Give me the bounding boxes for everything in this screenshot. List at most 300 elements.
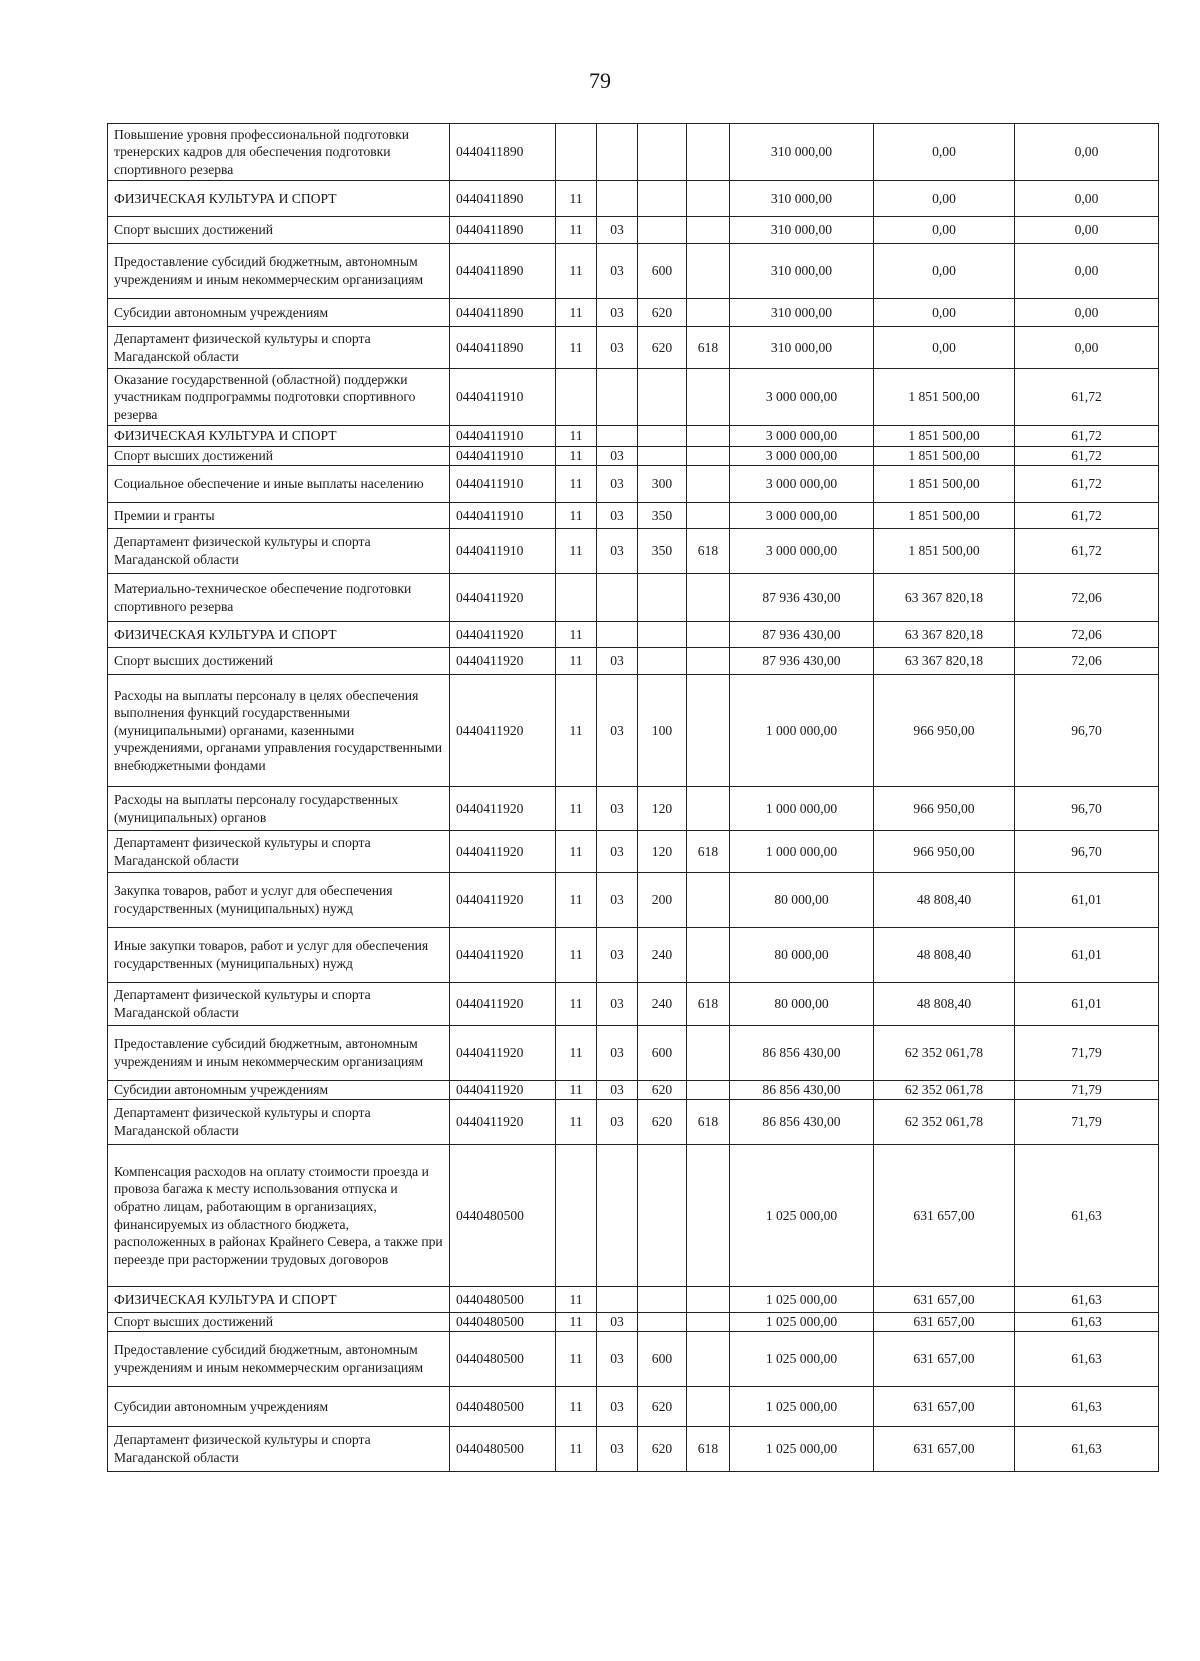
executed-amount-cell: 1 851 500,00	[874, 503, 1015, 529]
section-cell: 11	[556, 1387, 597, 1427]
subsection-cell	[597, 622, 638, 648]
administrator-cell	[687, 447, 730, 466]
administrator-cell: 618	[687, 529, 730, 574]
subsection-cell: 03	[597, 1026, 638, 1081]
section-cell: 11	[556, 983, 597, 1026]
executed-amount-cell: 966 950,00	[874, 787, 1015, 831]
subsection-cell: 03	[597, 648, 638, 675]
planned-amount-cell: 87 936 430,00	[730, 574, 874, 622]
percent-cell: 0,00	[1015, 244, 1159, 299]
table-row	[108, 1287, 1159, 1313]
percent-cell: 72,06	[1015, 648, 1159, 675]
administrator-cell	[687, 369, 730, 426]
executed-amount-cell: 631 657,00	[874, 1387, 1015, 1427]
percent-cell: 0,00	[1015, 299, 1159, 327]
row-name-cell: Департамент физической культуры и спорта Магаданской области	[108, 1427, 450, 1472]
table-row	[108, 787, 1159, 831]
subsection-cell: 03	[597, 1387, 638, 1427]
target-article-cell: 0440411890	[450, 181, 556, 217]
table-row	[108, 529, 1159, 574]
expense-type-cell: 120	[638, 787, 687, 831]
executed-amount-cell: 1 851 500,00	[874, 466, 1015, 503]
page-number: 79	[589, 68, 611, 93]
section-cell	[556, 1145, 597, 1287]
administrator-cell	[687, 675, 730, 787]
section-cell: 11	[556, 1100, 597, 1145]
target-article-cell: 0440411910	[450, 466, 556, 503]
table-row	[108, 181, 1159, 217]
percent-cell: 61,01	[1015, 983, 1159, 1026]
planned-amount-cell: 1 025 000,00	[730, 1145, 874, 1287]
row-name-cell: Департамент физической культуры и спорта Магаданской области	[108, 327, 450, 369]
percent-cell: 96,70	[1015, 787, 1159, 831]
planned-amount-cell: 3 000 000,00	[730, 466, 874, 503]
expense-type-cell	[638, 369, 687, 426]
percent-cell: 61,63	[1015, 1332, 1159, 1387]
row-name-cell: Материально-техническое обеспечение подготовки спортивного резерва	[108, 574, 450, 622]
expense-type-cell: 240	[638, 928, 687, 983]
table-row	[108, 1081, 1159, 1100]
expense-type-cell	[638, 426, 687, 447]
executed-amount-cell: 1 851 500,00	[874, 426, 1015, 447]
expense-type-cell	[638, 1313, 687, 1332]
executed-amount-cell: 631 657,00	[874, 1313, 1015, 1332]
section-cell	[556, 124, 597, 181]
executed-amount-cell: 631 657,00	[874, 1427, 1015, 1472]
percent-cell: 96,70	[1015, 675, 1159, 787]
expense-type-cell	[638, 1145, 687, 1287]
executed-amount-cell: 63 367 820,18	[874, 574, 1015, 622]
row-name-cell: Премии и гранты	[108, 503, 450, 529]
row-name-cell: Повышение уровня профессиональной подготовки тренерских кадров для обеспечения подготовки спортивного резерва	[108, 124, 450, 181]
target-article-cell: 0440480500	[450, 1287, 556, 1313]
planned-amount-cell: 1 000 000,00	[730, 787, 874, 831]
table-row	[108, 1332, 1159, 1387]
administrator-cell: 618	[687, 1427, 730, 1472]
administrator-cell	[687, 1313, 730, 1332]
table-row	[108, 622, 1159, 648]
administrator-cell	[687, 1387, 730, 1427]
expense-type-cell	[638, 622, 687, 648]
expense-type-cell: 200	[638, 873, 687, 928]
table-row	[108, 1145, 1159, 1287]
target-article-cell: 0440411910	[450, 529, 556, 574]
expense-type-cell	[638, 648, 687, 675]
table-row	[108, 369, 1159, 426]
target-article-cell: 0440411920	[450, 1026, 556, 1081]
table-row	[108, 873, 1159, 928]
section-cell: 11	[556, 1081, 597, 1100]
percent-cell: 72,06	[1015, 574, 1159, 622]
target-article-cell: 0440411890	[450, 244, 556, 299]
section-cell: 11	[556, 1026, 597, 1081]
administrator-cell	[687, 217, 730, 244]
expense-type-cell: 240	[638, 983, 687, 1026]
executed-amount-cell: 631 657,00	[874, 1332, 1015, 1387]
target-article-cell: 0440411910	[450, 503, 556, 529]
administrator-cell	[687, 873, 730, 928]
table-row	[108, 503, 1159, 529]
percent-cell: 61,63	[1015, 1145, 1159, 1287]
executed-amount-cell: 1 851 500,00	[874, 447, 1015, 466]
row-name-cell: Субсидии автономным учреждениям	[108, 1081, 450, 1100]
executed-amount-cell: 0,00	[874, 327, 1015, 369]
percent-cell: 61,72	[1015, 447, 1159, 466]
planned-amount-cell: 310 000,00	[730, 244, 874, 299]
target-article-cell: 0440411890	[450, 124, 556, 181]
executed-amount-cell: 966 950,00	[874, 831, 1015, 873]
subsection-cell: 03	[597, 1100, 638, 1145]
percent-cell: 61,63	[1015, 1387, 1159, 1427]
subsection-cell	[597, 181, 638, 217]
section-cell	[556, 369, 597, 426]
planned-amount-cell: 87 936 430,00	[730, 648, 874, 675]
section-cell: 11	[556, 327, 597, 369]
target-article-cell: 0440411920	[450, 983, 556, 1026]
planned-amount-cell: 1 025 000,00	[730, 1287, 874, 1313]
section-cell: 11	[556, 831, 597, 873]
table-row	[108, 1026, 1159, 1081]
planned-amount-cell: 310 000,00	[730, 124, 874, 181]
row-name-cell: Спорт высших достижений	[108, 217, 450, 244]
planned-amount-cell: 310 000,00	[730, 181, 874, 217]
section-cell: 11	[556, 928, 597, 983]
subsection-cell: 03	[597, 447, 638, 466]
percent-cell: 61,72	[1015, 369, 1159, 426]
target-article-cell: 0440411920	[450, 787, 556, 831]
percent-cell: 0,00	[1015, 181, 1159, 217]
percent-cell: 96,70	[1015, 831, 1159, 873]
subsection-cell	[597, 1145, 638, 1287]
subsection-cell: 03	[597, 244, 638, 299]
target-article-cell: 0440411890	[450, 299, 556, 327]
percent-cell: 61,63	[1015, 1313, 1159, 1332]
planned-amount-cell: 3 000 000,00	[730, 447, 874, 466]
expense-type-cell	[638, 1287, 687, 1313]
expense-type-cell: 120	[638, 831, 687, 873]
percent-cell: 61,72	[1015, 466, 1159, 503]
subsection-cell	[597, 574, 638, 622]
section-cell: 11	[556, 426, 597, 447]
section-cell: 11	[556, 503, 597, 529]
table-row	[108, 426, 1159, 447]
executed-amount-cell: 63 367 820,18	[874, 648, 1015, 675]
subsection-cell: 03	[597, 1332, 638, 1387]
planned-amount-cell: 1 000 000,00	[730, 675, 874, 787]
subsection-cell: 03	[597, 873, 638, 928]
percent-cell: 0,00	[1015, 327, 1159, 369]
row-name-cell: ФИЗИЧЕСКАЯ КУЛЬТУРА И СПОРТ	[108, 1287, 450, 1313]
row-name-cell: Спорт высших достижений	[108, 1313, 450, 1332]
row-name-cell: Закупка товаров, работ и услуг для обеспечения государственных (муниципальных) нужд	[108, 873, 450, 928]
percent-cell: 0,00	[1015, 124, 1159, 181]
target-article-cell: 0440411920	[450, 574, 556, 622]
subsection-cell: 03	[597, 299, 638, 327]
row-name-cell: Департамент физической культуры и спорта Магаданской области	[108, 529, 450, 574]
target-article-cell: 0440411910	[450, 426, 556, 447]
row-name-cell: Предоставление субсидий бюджетным, автономным учреждениям и иным некоммерческим организациям	[108, 1332, 450, 1387]
percent-cell: 71,79	[1015, 1081, 1159, 1100]
planned-amount-cell: 1 025 000,00	[730, 1313, 874, 1332]
table-row	[108, 574, 1159, 622]
executed-amount-cell: 966 950,00	[874, 675, 1015, 787]
table-row	[108, 327, 1159, 369]
planned-amount-cell: 1 025 000,00	[730, 1427, 874, 1472]
percent-cell: 72,06	[1015, 622, 1159, 648]
table-row	[108, 299, 1159, 327]
row-name-cell: Социальное обеспечение и иные выплаты населению	[108, 466, 450, 503]
expense-type-cell: 620	[638, 299, 687, 327]
row-name-cell: Компенсация расходов на оплату стоимости проезда и провоза багажа к месту использования отпуска и обратно лицам, работающим в организациях, финансируемых из областного бюджета, расположенных в районах Крайнего Севера, а также при переезде при расторжении трудовых договоров	[108, 1145, 450, 1287]
target-article-cell: 0440480500	[450, 1387, 556, 1427]
row-name-cell: Субсидии автономным учреждениям	[108, 299, 450, 327]
expense-type-cell: 620	[638, 1427, 687, 1472]
section-cell: 11	[556, 1287, 597, 1313]
expense-type-cell: 600	[638, 1026, 687, 1081]
section-cell: 11	[556, 675, 597, 787]
subsection-cell: 03	[597, 1427, 638, 1472]
executed-amount-cell: 0,00	[874, 217, 1015, 244]
executed-amount-cell: 62 352 061,78	[874, 1100, 1015, 1145]
executed-amount-cell: 1 851 500,00	[874, 369, 1015, 426]
administrator-cell	[687, 1081, 730, 1100]
subsection-cell	[597, 369, 638, 426]
target-article-cell: 0440411910	[450, 369, 556, 426]
table-row	[108, 124, 1159, 181]
planned-amount-cell: 80 000,00	[730, 928, 874, 983]
planned-amount-cell: 80 000,00	[730, 983, 874, 1026]
administrator-cell	[687, 1332, 730, 1387]
percent-cell: 71,79	[1015, 1026, 1159, 1081]
planned-amount-cell: 3 000 000,00	[730, 529, 874, 574]
section-cell: 11	[556, 622, 597, 648]
planned-amount-cell: 1 025 000,00	[730, 1387, 874, 1427]
expense-type-cell: 620	[638, 327, 687, 369]
row-name-cell: Расходы на выплаты персоналу государственных (муниципальных) органов	[108, 787, 450, 831]
table-row	[108, 1427, 1159, 1472]
executed-amount-cell: 631 657,00	[874, 1145, 1015, 1287]
target-article-cell: 0440411920	[450, 1081, 556, 1100]
executed-amount-cell: 48 808,40	[874, 928, 1015, 983]
table-row	[108, 1100, 1159, 1145]
row-name-cell: Предоставление субсидий бюджетным, автономным учреждениям и иным некоммерческим организациям	[108, 1026, 450, 1081]
planned-amount-cell: 3 000 000,00	[730, 369, 874, 426]
executed-amount-cell: 1 851 500,00	[874, 529, 1015, 574]
row-name-cell: ФИЗИЧЕСКАЯ КУЛЬТУРА И СПОРТ	[108, 181, 450, 217]
administrator-cell: 618	[687, 983, 730, 1026]
target-article-cell: 0440411920	[450, 873, 556, 928]
target-article-cell: 0440480500	[450, 1313, 556, 1332]
section-cell: 11	[556, 873, 597, 928]
subsection-cell: 03	[597, 529, 638, 574]
subsection-cell: 03	[597, 217, 638, 244]
percent-cell: 61,01	[1015, 873, 1159, 928]
target-article-cell: 0440411890	[450, 327, 556, 369]
table-row	[108, 217, 1159, 244]
percent-cell: 71,79	[1015, 1100, 1159, 1145]
row-name-cell: Департамент физической культуры и спорта Магаданской области	[108, 983, 450, 1026]
table-row	[108, 1387, 1159, 1427]
percent-cell: 61,63	[1015, 1427, 1159, 1472]
section-cell: 11	[556, 244, 597, 299]
expense-type-cell	[638, 217, 687, 244]
administrator-cell	[687, 1026, 730, 1081]
row-name-cell: Оказание государственной (областной) поддержки участникам подпрограммы подготовки спортивного резерва	[108, 369, 450, 426]
target-article-cell: 0440411920	[450, 1100, 556, 1145]
expense-type-cell	[638, 124, 687, 181]
expense-type-cell: 620	[638, 1100, 687, 1145]
section-cell: 11	[556, 1332, 597, 1387]
row-name-cell: Спорт высших достижений	[108, 447, 450, 466]
administrator-cell	[687, 124, 730, 181]
table-row	[108, 466, 1159, 503]
executed-amount-cell: 0,00	[874, 299, 1015, 327]
row-name-cell: Субсидии автономным учреждениям	[108, 1387, 450, 1427]
subsection-cell: 03	[597, 327, 638, 369]
administrator-cell	[687, 181, 730, 217]
subsection-cell: 03	[597, 983, 638, 1026]
section-cell: 11	[556, 787, 597, 831]
subsection-cell: 03	[597, 787, 638, 831]
target-article-cell: 0440480500	[450, 1427, 556, 1472]
expense-type-cell: 100	[638, 675, 687, 787]
section-cell: 11	[556, 529, 597, 574]
administrator-cell: 618	[687, 1100, 730, 1145]
target-article-cell: 0440411920	[450, 622, 556, 648]
administrator-cell	[687, 574, 730, 622]
table-row	[108, 983, 1159, 1026]
percent-cell: 61,72	[1015, 529, 1159, 574]
row-name-cell: Департамент физической культуры и спорта Магаданской области	[108, 1100, 450, 1145]
expense-type-cell	[638, 574, 687, 622]
executed-amount-cell: 62 352 061,78	[874, 1081, 1015, 1100]
planned-amount-cell: 310 000,00	[730, 217, 874, 244]
administrator-cell	[687, 787, 730, 831]
planned-amount-cell: 310 000,00	[730, 299, 874, 327]
table-row	[108, 447, 1159, 466]
administrator-cell: 618	[687, 327, 730, 369]
subsection-cell: 03	[597, 503, 638, 529]
planned-amount-cell: 86 856 430,00	[730, 1081, 874, 1100]
target-article-cell: 0440411920	[450, 928, 556, 983]
section-cell: 11	[556, 217, 597, 244]
section-cell: 11	[556, 181, 597, 217]
planned-amount-cell: 3 000 000,00	[730, 426, 874, 447]
section-cell: 11	[556, 1427, 597, 1472]
executed-amount-cell: 0,00	[874, 124, 1015, 181]
planned-amount-cell: 87 936 430,00	[730, 622, 874, 648]
planned-amount-cell: 1 000 000,00	[730, 831, 874, 873]
percent-cell: 61,72	[1015, 426, 1159, 447]
row-name-cell: ФИЗИЧЕСКАЯ КУЛЬТУРА И СПОРТ	[108, 622, 450, 648]
planned-amount-cell: 86 856 430,00	[730, 1100, 874, 1145]
row-name-cell: Департамент физической культуры и спорта Магаданской области	[108, 831, 450, 873]
percent-cell: 0,00	[1015, 217, 1159, 244]
section-cell: 11	[556, 466, 597, 503]
expense-type-cell: 350	[638, 503, 687, 529]
subsection-cell	[597, 124, 638, 181]
table-row	[108, 1313, 1159, 1332]
subsection-cell: 03	[597, 675, 638, 787]
target-article-cell: 0440480500	[450, 1332, 556, 1387]
subsection-cell: 03	[597, 1081, 638, 1100]
executed-amount-cell: 0,00	[874, 244, 1015, 299]
row-name-cell: Спорт высших достижений	[108, 648, 450, 675]
section-cell: 11	[556, 648, 597, 675]
planned-amount-cell: 80 000,00	[730, 873, 874, 928]
expense-type-cell: 600	[638, 244, 687, 299]
administrator-cell	[687, 1287, 730, 1313]
row-name-cell: Предоставление субсидий бюджетным, автономным учреждениям и иным некоммерческим организациям	[108, 244, 450, 299]
target-article-cell: 0440411920	[450, 831, 556, 873]
administrator-cell	[687, 648, 730, 675]
executed-amount-cell: 62 352 061,78	[874, 1026, 1015, 1081]
subsection-cell: 03	[597, 466, 638, 503]
table-row	[108, 831, 1159, 873]
planned-amount-cell: 3 000 000,00	[730, 503, 874, 529]
administrator-cell	[687, 244, 730, 299]
expense-type-cell	[638, 181, 687, 217]
table-row	[108, 675, 1159, 787]
target-article-cell: 0440411920	[450, 675, 556, 787]
expense-type-cell: 620	[638, 1387, 687, 1427]
percent-cell: 61,63	[1015, 1287, 1159, 1313]
administrator-cell	[687, 466, 730, 503]
administrator-cell	[687, 1145, 730, 1287]
target-article-cell: 0440411910	[450, 447, 556, 466]
executed-amount-cell: 0,00	[874, 181, 1015, 217]
expense-type-cell: 600	[638, 1332, 687, 1387]
table-row	[108, 928, 1159, 983]
table-row	[108, 648, 1159, 675]
row-name-cell: ФИЗИЧЕСКАЯ КУЛЬТУРА И СПОРТ	[108, 426, 450, 447]
administrator-cell	[687, 299, 730, 327]
subsection-cell	[597, 426, 638, 447]
expense-type-cell	[638, 447, 687, 466]
section-cell: 11	[556, 299, 597, 327]
executed-amount-cell: 631 657,00	[874, 1287, 1015, 1313]
table-body	[108, 124, 1159, 1472]
section-cell: 11	[556, 447, 597, 466]
budget-table	[107, 123, 1159, 1472]
administrator-cell	[687, 928, 730, 983]
target-article-cell: 0440411890	[450, 217, 556, 244]
section-cell	[556, 574, 597, 622]
section-cell: 11	[556, 1313, 597, 1332]
percent-cell: 61,01	[1015, 928, 1159, 983]
percent-cell: 61,72	[1015, 503, 1159, 529]
executed-amount-cell: 63 367 820,18	[874, 622, 1015, 648]
executed-amount-cell: 48 808,40	[874, 873, 1015, 928]
expense-type-cell: 620	[638, 1081, 687, 1100]
expense-type-cell: 300	[638, 466, 687, 503]
subsection-cell	[597, 1287, 638, 1313]
planned-amount-cell: 86 856 430,00	[730, 1026, 874, 1081]
executed-amount-cell: 48 808,40	[874, 983, 1015, 1026]
subsection-cell: 03	[597, 1313, 638, 1332]
table-row	[108, 244, 1159, 299]
subsection-cell: 03	[597, 928, 638, 983]
target-article-cell: 0440411920	[450, 648, 556, 675]
target-article-cell: 0440480500	[450, 1145, 556, 1287]
row-name-cell: Расходы на выплаты персоналу в целях обеспечения выполнения функций государственными (муниципальными) органами, казенными учреждениями, органами управления государственными внебюджетными фондами	[108, 675, 450, 787]
administrator-cell: 618	[687, 831, 730, 873]
administrator-cell	[687, 503, 730, 529]
subsection-cell: 03	[597, 831, 638, 873]
administrator-cell	[687, 622, 730, 648]
administrator-cell	[687, 426, 730, 447]
row-name-cell: Иные закупки товаров, работ и услуг для обеспечения государственных (муниципальных) нужд	[108, 928, 450, 983]
